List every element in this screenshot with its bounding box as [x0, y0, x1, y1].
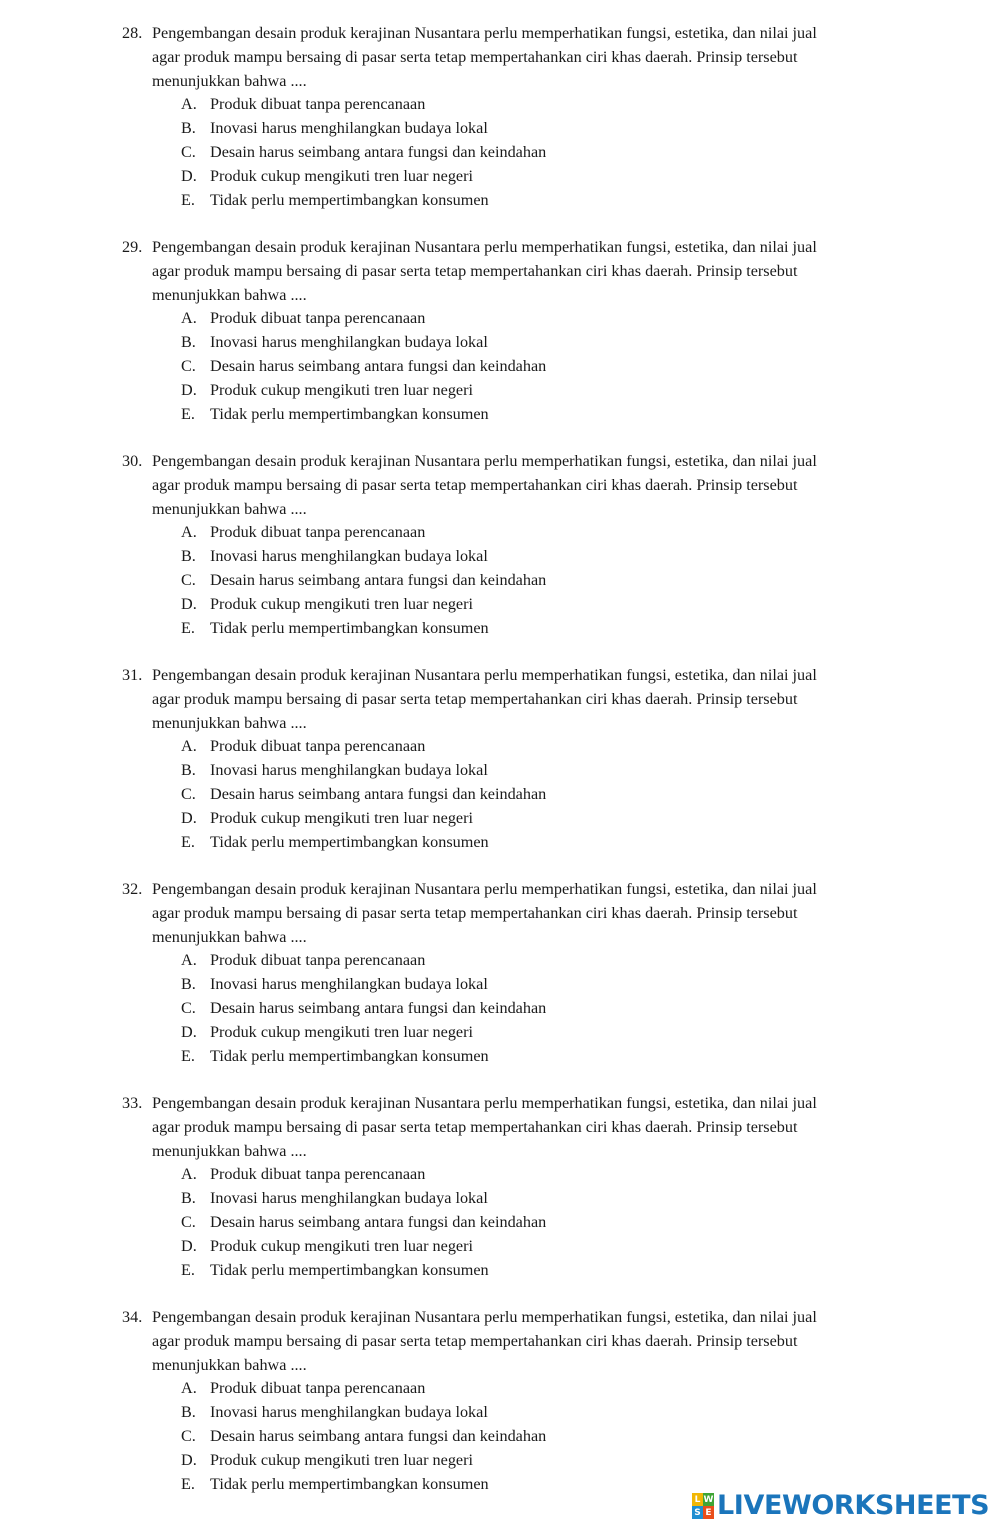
question-text-line: agar produk mampu bersaing di pasar serta tetap mempertahankan ciri khas daerah. Prinsip tersebut [152, 47, 798, 66]
option-letter: E. [181, 618, 195, 637]
option-text: Inovasi harus menghilangkan budaya lokal [210, 1403, 488, 1422]
option-letter: B. [181, 975, 196, 994]
option-e [0, 1045, 1000, 1069]
option-text: Desain harus seimbang antara fungsi dan keindahan [210, 356, 547, 375]
option-e [0, 617, 1000, 641]
option-letter: A. [181, 1165, 197, 1184]
option-c [0, 141, 1000, 165]
question-number: 31. [122, 666, 143, 684]
question-text-line: agar produk mampu bersaing di pasar serta tetap mempertahankan ciri khas daerah. Prinsip tersebut [152, 261, 798, 280]
option-text: Produk dibuat tanpa perencanaan [210, 951, 426, 970]
brand-wordmark: LIVEWORKSHEETS [717, 1490, 990, 1521]
option-letter: D. [181, 1236, 197, 1255]
option-letter: E. [181, 1474, 195, 1493]
option-letter: D. [181, 594, 197, 613]
logo-tile: W [703, 1494, 714, 1505]
option-letter: B. [181, 119, 196, 138]
answer-options [0, 949, 1000, 1068]
question-30 [0, 450, 1000, 640]
option-letter: D. [181, 380, 197, 399]
question-text-line: agar produk mampu bersaing di pasar serta tetap mempertahankan ciri khas daerah. Prinsip tersebut [152, 689, 798, 708]
option-text: Inovasi harus menghilangkan budaya lokal [210, 975, 488, 994]
question-text-line: Pengembangan desain produk kerajinan Nusantara perlu memperhatikan fungsi, estetika, dan nilai jual [152, 452, 817, 470]
question-number: 29. [122, 238, 143, 256]
option-b [0, 331, 1000, 355]
option-text: Desain harus seimbang antara fungsi dan keindahan [210, 570, 547, 589]
answer-options [0, 735, 1000, 854]
question-stem [0, 236, 912, 307]
question-stem [0, 878, 912, 949]
question-stem [0, 450, 912, 521]
question-stem [0, 1092, 912, 1163]
option-letter: A. [181, 737, 197, 756]
option-text: Produk cukup mengikuti tren luar negeri [210, 1450, 473, 1469]
option-b [0, 545, 1000, 569]
option-letter: C. [181, 784, 196, 803]
option-letter: B. [181, 1189, 196, 1208]
answer-options [0, 1163, 1000, 1282]
question-text-line: menunjukkan bahwa .... [152, 71, 307, 90]
option-text: Desain harus seimbang antara fungsi dan keindahan [210, 142, 547, 161]
option-letter: D. [181, 1450, 197, 1469]
option-letter: A. [181, 95, 197, 114]
question-text-line: menunjukkan bahwa .... [152, 285, 307, 304]
question-text-line: Pengembangan desain produk kerajinan Nusantara perlu memperhatikan fungsi, estetika, dan nilai jual [152, 1094, 817, 1112]
question-number: 30. [122, 452, 143, 470]
logo-tile: S [692, 1506, 703, 1519]
option-d [0, 165, 1000, 189]
question-text-line: Pengembangan desain produk kerajinan Nusantara perlu memperhatikan fungsi, estetika, dan nilai jual [152, 666, 817, 684]
liveworksheets-brand[interactable] [692, 1490, 989, 1522]
option-text: Produk cukup mengikuti tren luar negeri [210, 808, 473, 827]
option-text: Produk cukup mengikuti tren luar negeri [210, 1236, 473, 1255]
option-text: Tidak perlu mempertimbangkan konsumen [210, 1046, 489, 1065]
option-text: Produk cukup mengikuti tren luar negeri [210, 380, 473, 399]
option-text: Produk cukup mengikuti tren luar negeri [210, 166, 473, 185]
question-text-line: Pengembangan desain produk kerajinan Nusantara perlu memperhatikan fungsi, estetika, dan nilai jual [152, 1308, 817, 1326]
question-number: 32. [122, 880, 143, 898]
question-text-line: menunjukkan bahwa .... [152, 1141, 307, 1160]
option-b [0, 1401, 1000, 1425]
option-letter: A. [181, 309, 197, 328]
option-letter: A. [181, 523, 197, 542]
option-text: Desain harus seimbang antara fungsi dan keindahan [210, 784, 547, 803]
question-number: 28. [122, 24, 143, 42]
option-d [0, 1021, 1000, 1045]
option-text: Produk dibuat tanpa perencanaan [210, 737, 426, 756]
option-letter: A. [181, 951, 197, 970]
answer-options [0, 93, 1000, 212]
question-32 [0, 878, 1000, 1068]
question-28 [0, 22, 1000, 212]
option-text: Tidak perlu mempertimbangkan konsumen [210, 190, 489, 209]
option-c [0, 997, 1000, 1021]
option-text: Produk cukup mengikuti tren luar negeri [210, 594, 473, 613]
option-letter: D. [181, 808, 197, 827]
option-letter: C. [181, 570, 196, 589]
option-b [0, 759, 1000, 783]
option-letter: C. [181, 142, 196, 161]
option-text: Tidak perlu mempertimbangkan konsumen [210, 1474, 489, 1493]
option-text: Inovasi harus menghilangkan budaya lokal [210, 547, 488, 566]
option-letter: D. [181, 166, 197, 185]
option-d [0, 379, 1000, 403]
option-c [0, 1211, 1000, 1235]
option-letter: A. [181, 1379, 197, 1398]
option-a [0, 93, 1000, 117]
option-letter: E. [181, 190, 195, 209]
option-letter: B. [181, 761, 196, 780]
option-text: Tidak perlu mempertimbangkan konsumen [210, 1260, 489, 1279]
option-d [0, 1449, 1000, 1473]
option-b [0, 117, 1000, 141]
answer-options [0, 307, 1000, 426]
question-text-line: Pengembangan desain produk kerajinan Nusantara perlu memperhatikan fungsi, estetika, dan nilai jual [152, 238, 817, 256]
option-text: Produk dibuat tanpa perencanaan [210, 1379, 426, 1398]
option-text: Desain harus seimbang antara fungsi dan keindahan [210, 1426, 547, 1445]
question-text-line: Pengembangan desain produk kerajinan Nusantara perlu memperhatikan fungsi, estetika, dan nilai jual [152, 24, 817, 42]
option-letter: E. [181, 1260, 195, 1279]
option-text: Inovasi harus menghilangkan budaya lokal [210, 119, 488, 138]
question-text-line: menunjukkan bahwa .... [152, 499, 307, 518]
option-d [0, 1235, 1000, 1259]
question-34 [0, 1306, 1000, 1496]
option-letter: C. [181, 998, 196, 1017]
question-number: 34. [122, 1308, 143, 1326]
option-letter: E. [181, 404, 195, 423]
logo-tile: E [703, 1506, 714, 1519]
option-text: Produk dibuat tanpa perencanaan [210, 309, 426, 328]
question-stem [0, 22, 912, 93]
option-letter: E. [181, 1046, 195, 1065]
question-stem [0, 1306, 912, 1377]
answer-options [0, 521, 1000, 640]
option-letter: C. [181, 356, 196, 375]
option-text: Inovasi harus menghilangkan budaya lokal [210, 1189, 488, 1208]
option-text: Inovasi harus menghilangkan budaya lokal [210, 333, 488, 352]
option-d [0, 807, 1000, 831]
option-a [0, 949, 1000, 973]
option-letter: E. [181, 832, 195, 851]
question-text-line: menunjukkan bahwa .... [152, 1355, 307, 1374]
option-a [0, 735, 1000, 759]
option-text: Inovasi harus menghilangkan budaya lokal [210, 761, 488, 780]
option-c [0, 783, 1000, 807]
option-c [0, 1425, 1000, 1449]
option-a [0, 1377, 1000, 1401]
option-a [0, 307, 1000, 331]
question-33 [0, 1092, 1000, 1282]
question-stem [0, 664, 912, 735]
option-text: Tidak perlu mempertimbangkan konsumen [210, 404, 489, 423]
option-a [0, 1163, 1000, 1187]
question-number: 33. [122, 1094, 143, 1112]
question-text-line: Pengembangan desain produk kerajinan Nusantara perlu memperhatikan fungsi, estetika, dan nilai jual [152, 880, 817, 898]
option-text: Desain harus seimbang antara fungsi dan keindahan [210, 998, 547, 1017]
question-text-line: menunjukkan bahwa .... [152, 927, 307, 946]
option-e [0, 1259, 1000, 1283]
option-b [0, 973, 1000, 997]
option-letter: B. [181, 1403, 196, 1422]
question-text-line: agar produk mampu bersaing di pasar serta tetap mempertahankan ciri khas daerah. Prinsip tersebut [152, 1331, 798, 1350]
option-text: Produk cukup mengikuti tren luar negeri [210, 1022, 473, 1041]
liveworksheets-logo-icon [692, 1493, 714, 1519]
question-text-line: agar produk mampu bersaing di pasar serta tetap mempertahankan ciri khas daerah. Prinsip tersebut [152, 1117, 798, 1136]
option-a [0, 521, 1000, 545]
option-e [0, 189, 1000, 213]
option-text: Produk dibuat tanpa perencanaan [210, 1165, 426, 1184]
option-d [0, 593, 1000, 617]
question-31 [0, 664, 1000, 854]
option-letter: D. [181, 1022, 197, 1041]
question-29 [0, 236, 1000, 426]
option-b [0, 1187, 1000, 1211]
option-c [0, 355, 1000, 379]
option-letter: C. [181, 1212, 196, 1231]
option-text: Tidak perlu mempertimbangkan konsumen [210, 832, 489, 851]
option-e [0, 403, 1000, 427]
option-letter: B. [181, 333, 196, 352]
option-text: Produk dibuat tanpa perencanaan [210, 95, 426, 114]
question-text-line: agar produk mampu bersaing di pasar serta tetap mempertahankan ciri khas daerah. Prinsip tersebut [152, 475, 798, 494]
option-text: Tidak perlu mempertimbangkan konsumen [210, 618, 489, 637]
answer-options [0, 1377, 1000, 1496]
option-text: Desain harus seimbang antara fungsi dan keindahan [210, 1212, 547, 1231]
question-text-line: menunjukkan bahwa .... [152, 713, 307, 732]
option-letter: C. [181, 1426, 196, 1445]
option-letter: B. [181, 547, 196, 566]
option-e [0, 831, 1000, 855]
option-text: Produk dibuat tanpa perencanaan [210, 523, 426, 542]
question-text-line: agar produk mampu bersaing di pasar serta tetap mempertahankan ciri khas daerah. Prinsip tersebut [152, 903, 798, 922]
logo-tile: L [692, 1493, 703, 1506]
option-c [0, 569, 1000, 593]
